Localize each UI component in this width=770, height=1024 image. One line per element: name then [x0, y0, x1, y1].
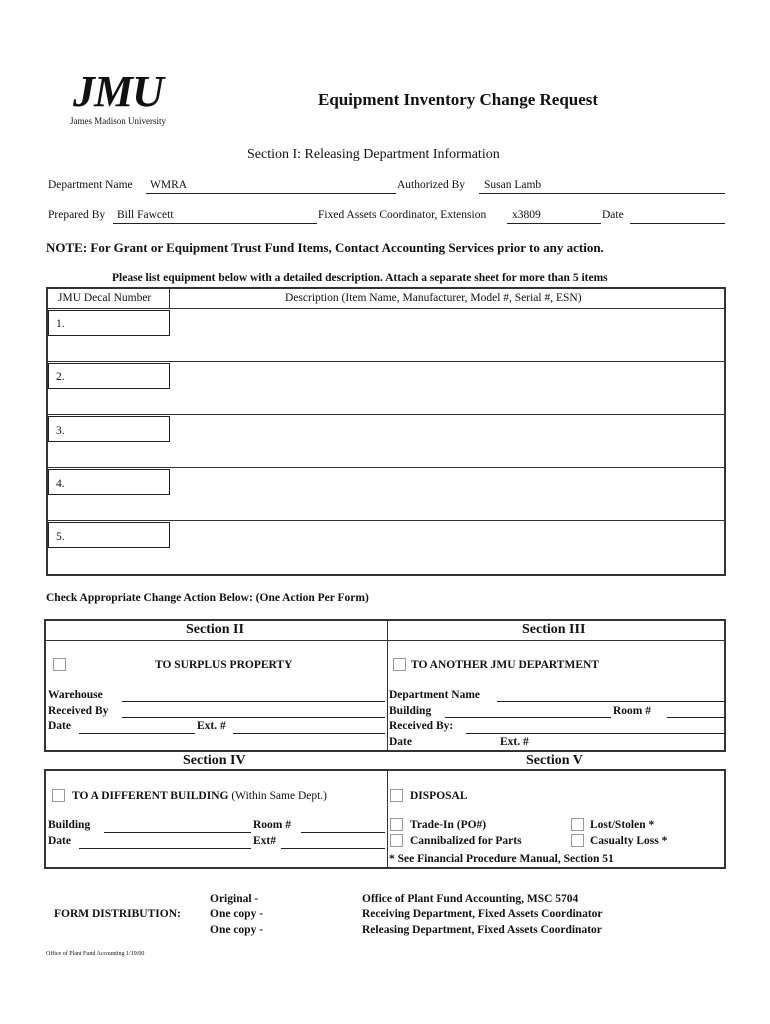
decal-cell-1[interactable] [48, 310, 170, 336]
authorized-by-field[interactable]: Susan Lamb [484, 179, 542, 191]
prepared-by-field[interactable]: Bill Fawcett [117, 209, 174, 221]
different-building-checkbox[interactable] [52, 789, 65, 802]
row-number-3: 3. [56, 425, 65, 437]
prepared-by-label: Prepared By [48, 209, 106, 221]
decal-cell-4[interactable] [48, 469, 170, 495]
s4-ext-field[interactable] [281, 848, 385, 849]
tradein-label: Trade-In (PO#) [410, 819, 487, 831]
s3-ext-label: Ext. # [500, 736, 529, 748]
s3-room-label: Room # [613, 705, 652, 717]
warehouse-field[interactable] [122, 701, 385, 702]
section5-heading: Section V [526, 753, 583, 768]
s3-bottom-line [389, 750, 724, 751]
s4-building-label: Building [48, 819, 91, 831]
s2-received-by-label: Received By [48, 705, 109, 717]
s4-room-field[interactable] [301, 832, 385, 833]
sections-2-3-header-line [46, 640, 724, 641]
cannibalized-label: Cannibalized for Parts [410, 835, 522, 847]
dept-name-field[interactable]: WMRA [150, 179, 188, 191]
fac-extension-field[interactable]: x3809 [512, 209, 541, 221]
s4-room-label: Room # [253, 819, 292, 831]
s3-dept-name-label: Department Name [389, 689, 481, 701]
jmu-logo: JMU [73, 67, 163, 116]
lost-stolen-checkbox[interactable] [571, 818, 584, 831]
row-number-4: 4. [56, 478, 65, 490]
s3-received-by-label: Received By: [389, 720, 454, 732]
authorized-by-label: Authorized By [397, 179, 466, 191]
decal-cell-5[interactable] [48, 522, 170, 548]
action-heading: Check Appropriate Change Action Below: (One Action Per Form) [46, 592, 369, 604]
sections-4-5-divider [387, 771, 388, 867]
distribution-copy-3: One copy - [210, 924, 264, 936]
different-building-option-label [72, 790, 327, 802]
section4-heading: Section IV [183, 753, 246, 768]
s4-date-field[interactable] [79, 848, 251, 849]
dept-name-line [146, 193, 396, 194]
different-building-option-bold: TO A DIFFERENT BUILDING [72, 790, 229, 802]
s3-received-by-field[interactable] [466, 733, 724, 734]
another-dept-option-label: TO ANOTHER JMU DEPARTMENT [411, 659, 599, 671]
surplus-option-label: TO SURPLUS PROPERTY [155, 659, 293, 671]
s2-date-label: Date [48, 720, 71, 732]
decal-cell-2[interactable] [48, 363, 170, 389]
col-decal-header: JMU Decal Number [58, 292, 152, 304]
distribution-recipient-3: Releasing Department, Fixed Assets Coordinator [362, 924, 602, 936]
cannibalized-checkbox[interactable] [390, 834, 403, 847]
different-building-option-note: (Within Same Dept.) [231, 790, 328, 802]
distribution-copy-1: Original - [210, 893, 259, 905]
s2-ext-label: Ext. # [197, 720, 226, 732]
s4-building-field[interactable] [104, 832, 251, 833]
s3-dept-name-field[interactable] [497, 701, 724, 702]
footer-revision: Office of Plant Fund Accounting 1/19/00 [46, 951, 145, 957]
casualty-loss-label: Casualty Loss * [590, 835, 668, 847]
s2-ext-field[interactable] [233, 733, 385, 734]
distribution-recipient-1: Office of Plant Fund Accounting, MSC 5704 [362, 893, 579, 905]
disposal-option-label: DISPOSAL [410, 790, 468, 802]
s3-building-field[interactable] [445, 717, 611, 718]
university-name: James Madison University [70, 116, 166, 126]
section1-heading: Section I: Releasing Department Information [247, 147, 500, 162]
s4-date-label: Date [48, 835, 71, 847]
distribution-copy-2: One copy - [210, 908, 264, 920]
s2-date-field[interactable] [79, 733, 195, 734]
s3-building-label: Building [389, 705, 432, 717]
casualty-loss-checkbox[interactable] [571, 834, 584, 847]
col-description-header: Description (Item Name, Manufacturer, Model #, Serial #, ESN) [285, 292, 582, 304]
form-title: Equipment Inventory Change Request [318, 90, 599, 109]
s3-room-field[interactable] [667, 717, 724, 718]
section3-heading: Section III [522, 622, 586, 637]
date-line [630, 223, 725, 224]
s2-received-by-field[interactable] [122, 717, 385, 718]
row-number-2: 2. [56, 371, 65, 383]
fac-extension-line [507, 223, 601, 224]
surplus-checkbox[interactable] [53, 658, 66, 671]
row-divider-1 [48, 361, 724, 362]
dept-name-label: Department Name [48, 179, 133, 191]
date-label: Date [602, 209, 624, 221]
another-dept-checkbox[interactable] [393, 658, 406, 671]
row-number-5: 5. [56, 531, 65, 543]
distribution-recipient-2: Receiving Department, Fixed Assets Coordinator [362, 908, 603, 920]
s3-date-label: Date [389, 736, 412, 748]
row-number-1: 1. [56, 318, 65, 330]
warehouse-label: Warehouse [48, 689, 103, 701]
row-divider-2 [48, 414, 724, 415]
procedure-footnote: * See Financial Procedure Manual, Section 51 [389, 853, 614, 865]
tradein-checkbox[interactable] [390, 818, 403, 831]
equipment-instruction: Please list equipment below with a detailed description. Attach a separate sheet for more than 5 items [112, 272, 608, 284]
row-divider-3 [48, 467, 724, 468]
row-divider-4 [48, 520, 724, 521]
fac-label: Fixed Assets Coordinator, Extension [318, 209, 487, 221]
grant-note: NOTE: For Grant or Equipment Trust Fund Items, Contact Accounting Services prior to any action. [46, 240, 604, 255]
decal-cell-3[interactable] [48, 416, 170, 442]
header-bottom-line [48, 308, 724, 309]
prepared-by-line [113, 223, 317, 224]
section2-heading: Section II [186, 622, 244, 637]
disposal-checkbox[interactable] [390, 789, 403, 802]
s4-ext-label: Ext# [253, 835, 276, 847]
header-divider [169, 289, 170, 309]
authorized-by-line [479, 193, 725, 194]
lost-stolen-label: Lost/Stolen * [590, 819, 655, 831]
distribution-label: FORM DISTRIBUTION: [54, 908, 181, 920]
